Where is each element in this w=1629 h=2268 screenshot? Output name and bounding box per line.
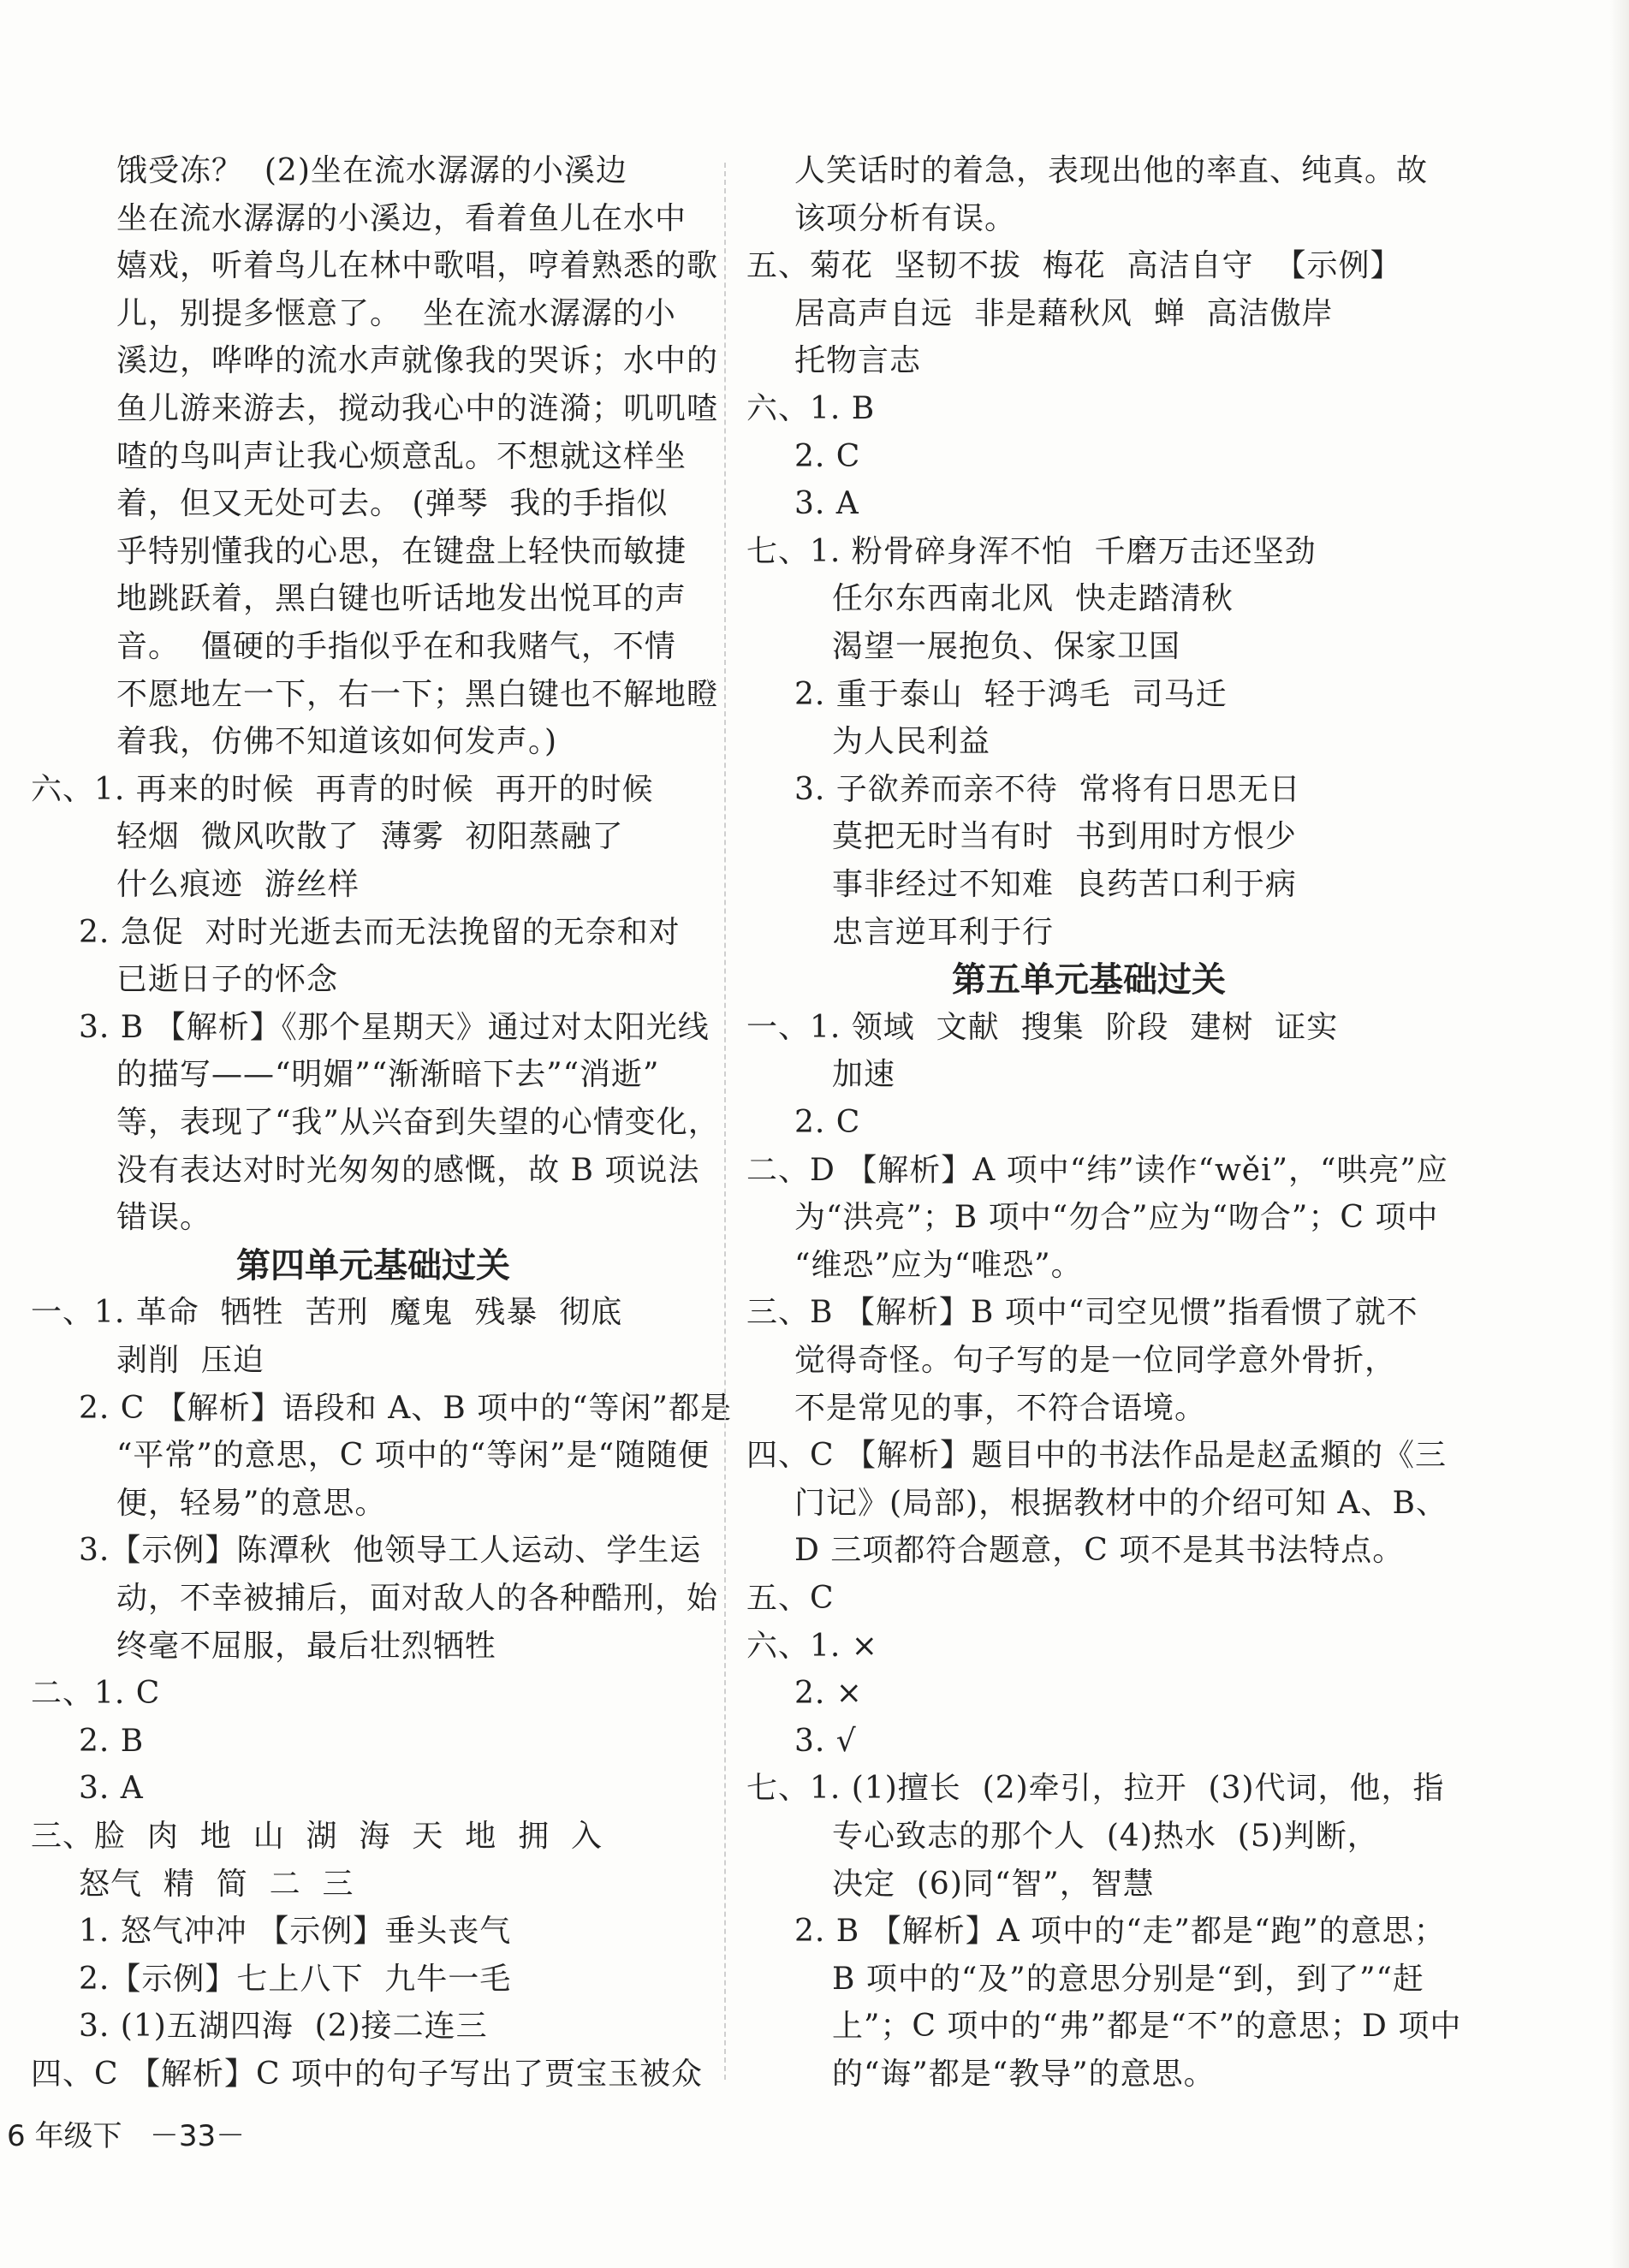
text-line: 六、1. 再来的时候 再青的时候 再开的时候 bbox=[31, 771, 654, 807]
text-line: 3.【示例】陈潭秋 他领导工人运动、学生运 bbox=[79, 1533, 702, 1569]
text-line: D 三项都符合题意，C 项不是其书法特点。 bbox=[794, 1533, 1405, 1569]
text-line: 五、菊花 坚韧不拔 梅花 高洁自守 【示例】 bbox=[746, 248, 1402, 284]
text-line: 着我，仿佛不知道该如何发声。) bbox=[116, 724, 558, 760]
text-line: 2. C bbox=[794, 1105, 861, 1140]
text-line: 3. A bbox=[79, 1771, 144, 1807]
text-line: 五、C bbox=[746, 1581, 835, 1616]
text-line: 没有表达对时光匆匆的感慨，故 B 项说法 bbox=[116, 1152, 700, 1188]
text-line: 该项分析有误。 bbox=[794, 200, 1017, 236]
text-line: 错误。 bbox=[116, 1200, 212, 1236]
text-line: 动，不幸被捕后，面对敌人的各种酷刑，始 bbox=[116, 1581, 719, 1616]
column-divider bbox=[724, 163, 726, 2080]
text-line: 莫把无时当有时 书到用时方恨少 bbox=[832, 819, 1297, 855]
text-line: 觉得奇怪。句子写的是一位同学意外骨折， bbox=[794, 1343, 1397, 1378]
text-line: 便，轻易”的意思。 bbox=[116, 1485, 387, 1521]
text-line: 3. B 【解析】《那个星期天》通过对太阳光线 bbox=[79, 1009, 710, 1045]
text-line: 什么痕迹 游丝样 bbox=[116, 867, 360, 902]
text-line: 加速 bbox=[832, 1057, 896, 1093]
text-line: 3. 子欲养而亲不待 常将有日思无日 bbox=[794, 771, 1301, 807]
text-line: “平常”的意思，C 项中的“等闲”是“随随便 bbox=[116, 1438, 710, 1474]
text-line: 托物言志 bbox=[794, 343, 922, 379]
page-edge-shadow bbox=[1610, 0, 1629, 2268]
text-line: 溪边，哗哗的流水声就像我的哭诉；水中的 bbox=[116, 343, 719, 379]
text-line: 二、1. C bbox=[31, 1676, 161, 1712]
text-line: 门记》(局部)，根据教材中的介绍可知 A、B、 bbox=[794, 1485, 1448, 1521]
text-line: 二、D 【解析】A 项中“纬”读作“wěi”，“哄亮”应 bbox=[746, 1152, 1448, 1188]
text-line: 地跳跃着，黑白键也听话地发出悦耳的声 bbox=[116, 581, 687, 617]
text-line: 2. 急促 对时光逝去而无法挽留的无奈和对 bbox=[79, 914, 681, 950]
text-line: 2. B bbox=[79, 1723, 145, 1759]
text-line: 六、1. B bbox=[746, 391, 876, 426]
text-line: 任尔东西南北风 快走踏清秋 bbox=[832, 581, 1234, 617]
text-line: 渴望一展抱负、保家卫国 bbox=[832, 629, 1181, 664]
text-line: 2.【示例】七上八下 九牛一毛 bbox=[79, 1961, 512, 1997]
text-line: 儿，别提多惬意了。 坐在流水潺潺的小 bbox=[116, 295, 676, 331]
text-line: 不是常见的事，不符合语境。 bbox=[794, 1390, 1207, 1426]
text-line: 剥削 压迫 bbox=[116, 1343, 265, 1378]
text-line: 2. C 【解析】语段和 A、B 项中的“等闲”都是 bbox=[79, 1390, 732, 1426]
text-line: 的描写——“明媚”“渐渐暗下去”“消逝” bbox=[116, 1057, 660, 1093]
text-line: 为人民利益 bbox=[832, 724, 991, 760]
text-line: 四、C 【解析】题目中的书法作品是赵孟頫的《三 bbox=[746, 1438, 1447, 1474]
text-line: 专心致志的那个人 (4)热水 (5)判断， bbox=[832, 1819, 1379, 1854]
text-line: 着，但又无处可去。 (弹琴 我的手指似 bbox=[116, 486, 669, 522]
text-line: 2. B 【解析】A 项中的“走”都是“跑”的意思； bbox=[794, 1914, 1446, 1950]
text-line: 音。 僵硬的手指似乎在和我赌气，不情 bbox=[116, 629, 676, 664]
text-line: 居高声自远 非是藉秋风 蝉 高洁傲岸 bbox=[794, 295, 1334, 331]
text-line: 七、1. 粉骨碎身浑不怕 千磨万击还坚劲 bbox=[746, 533, 1317, 569]
text-line: 2. C bbox=[794, 438, 861, 474]
text-line: B 项中的“及”的意思分别是“到，到了”“赶 bbox=[832, 1961, 1424, 1997]
text-line: “维恐”应为“唯恐”。 bbox=[794, 1247, 1083, 1283]
text-line: 终毫不屈服，最后壮烈牺牲 bbox=[116, 1628, 497, 1664]
text-line: 怒气 精 简 二 三 bbox=[79, 1866, 354, 1902]
text-line: 不愿地左一下，右一下；黑白键也不解地瞪 bbox=[116, 676, 719, 712]
text-line: 一、1. 革命 牺牲 苦刑 魔鬼 残暴 彻底 bbox=[31, 1295, 623, 1331]
text-line: 饿受冻？ (2)坐在流水潺潺的小溪边 bbox=[116, 153, 627, 188]
text-line: 3. A bbox=[794, 486, 859, 522]
text-line: 2. × bbox=[794, 1676, 863, 1712]
text-line: 决定 (6)同“智”，智慧 bbox=[832, 1866, 1155, 1902]
text-line: 六、1. × bbox=[746, 1628, 878, 1664]
footer-grade: 6 年级下 bbox=[7, 2119, 122, 2153]
text-line: 3. (1)五湖四海 (2)接二连三 bbox=[79, 2009, 488, 2045]
text-line: 等，表现了“我”从兴奋到失望的心情变化， bbox=[116, 1105, 720, 1140]
text-line: 上”；C 项中的“弗”都是“不”的意思；D 项中 bbox=[832, 2009, 1462, 2045]
text-line: 忠言逆耳利于行 bbox=[832, 914, 1055, 950]
text-line: 2. 重于泰山 轻于鸿毛 司马迁 bbox=[794, 676, 1228, 712]
text-line: 嬉戏，听着鸟儿在林中歌唱，哼着熟悉的歌 bbox=[116, 248, 719, 284]
text-line: 喳的鸟叫声让我心烦意乱。不想就这样坐 bbox=[116, 438, 687, 474]
text-line: 三、脸 肉 地 山 湖 海 天 地 拥 入 bbox=[31, 1819, 603, 1854]
text-line: 坐在流水潺潺的小溪边，看着鱼儿在水中 bbox=[116, 200, 687, 236]
text-line: 已逝日子的怀念 bbox=[116, 962, 339, 998]
text-line: 人笑话时的着急，表现出他的率直、纯真。故 bbox=[794, 153, 1429, 188]
text-line: 乎特别懂我的心思，在键盘上轻快而敏捷 bbox=[116, 533, 687, 569]
page-footer bbox=[7, 2112, 245, 2154]
section-heading: 第四单元基础过关 bbox=[236, 1245, 510, 1285]
text-line: 事非经过不知难 良药苦口利于病 bbox=[832, 867, 1297, 902]
text-line: 3. √ bbox=[794, 1723, 857, 1759]
text-line: 一、1. 领域 文献 搜集 阶段 建树 证实 bbox=[746, 1009, 1339, 1045]
text-line: 七、1. (1)擅长 (2)牵引，拉开 (3)代词，他，指 bbox=[746, 1771, 1445, 1807]
text-line: 1. 怒气冲冲 【示例】垂头丧气 bbox=[79, 1914, 512, 1950]
section-heading: 第五单元基础过关 bbox=[952, 960, 1226, 1000]
text-line: 为“洪亮”；B 项中“勿合”应为“吻合”；C 项中 bbox=[794, 1200, 1439, 1236]
text-line: 三、B 【解析】B 项中“司空见惯”指看惯了就不 bbox=[746, 1295, 1418, 1331]
text-line: 四、C 【解析】C 项中的句子写出了贾宝玉被众 bbox=[31, 2057, 703, 2092]
text-line: 的“诲”都是“教导”的意思。 bbox=[832, 2057, 1216, 2092]
footer-page-number: －33－ bbox=[149, 2119, 246, 2153]
text-line: 轻烟 微风吹散了 薄雾 初阳蒸融了 bbox=[116, 819, 624, 855]
text-line: 鱼儿游来游去，搅动我心中的涟漪；叽叽喳 bbox=[116, 391, 719, 426]
